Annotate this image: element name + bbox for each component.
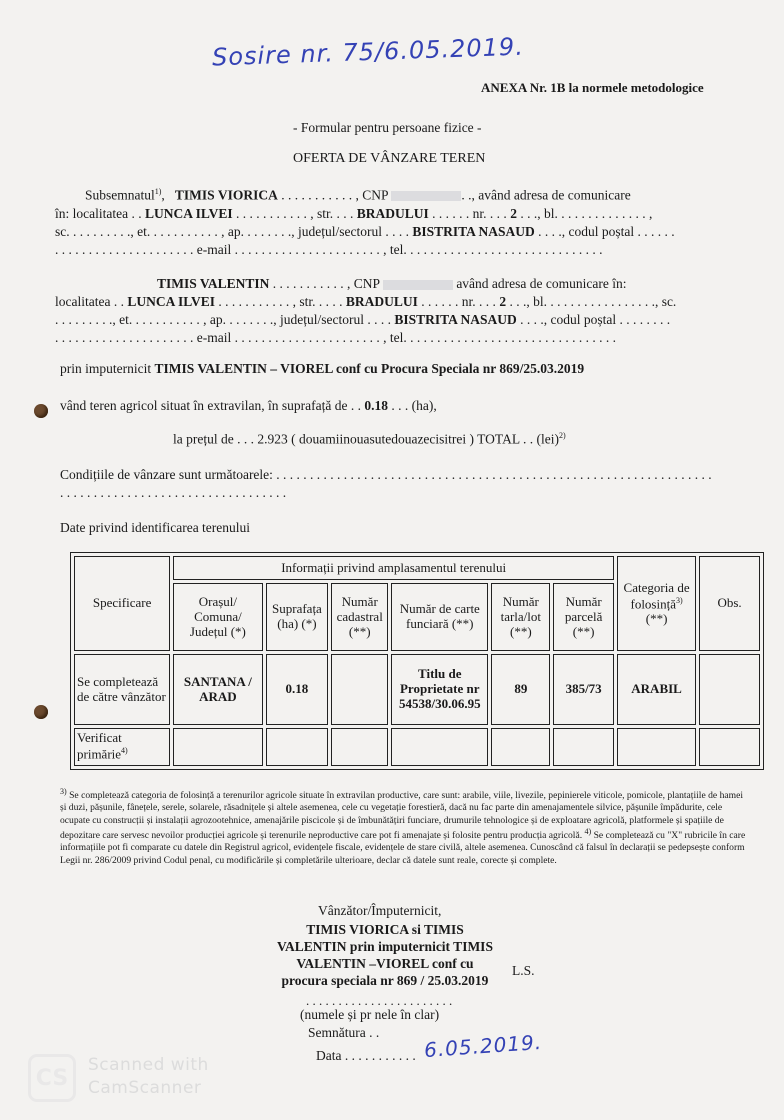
cell-obs [699, 654, 760, 724]
signature-line: Semnătura . . [308, 1025, 380, 1040]
col-cf: Număr de carte funciară (**) [391, 583, 488, 651]
camscanner-logo-icon: CS [28, 1054, 76, 1102]
person1-line4: . . . . . . . . . . . . . . . . . . . . . e-mail . . . . . . . . . . . . . . . . . . . . . . , tel. . . . . . . . . . . . . . . . . . . . . . . . . . . . . . [55, 242, 603, 257]
col-cadastral: Număr cadastral (**) [331, 583, 388, 651]
cell-parcela: 385/73 [553, 654, 614, 724]
cell-cf: Titlu de Proprietate nr 54538/30.06.95 [391, 654, 488, 724]
person2-line4: . . . . . . . . . . . . . . . . . . . . . e-mail . . . . . . . . . . . . . . . . . . . . . . , tel. . . . . . . . . . . . . . . . . . . . . . . . . . . . . . . . [55, 330, 616, 345]
cell-category: ARABIL [617, 654, 696, 724]
col-area: Suprafața (ha) (*) [266, 583, 329, 651]
category-header: Categoria de folosință$^{3)}$ (**) [617, 556, 696, 651]
date-line: Data . . . . . . . . . . . [316, 1048, 416, 1063]
signature-dots: . . . . . . . . . . . . . . . . . . . . . . . [306, 993, 453, 1008]
handwritten-date: 6.05.2019. [423, 1029, 543, 1063]
price-line: la prețul de . . . 2.923 ( douamiinouasutedouazecisitrei ) TOTAL . . (lei)$^{2)}$ [173, 431, 566, 447]
land-table [70, 552, 764, 770]
annex-label: ANEXA Nr. 1B la normele metodologice [481, 80, 704, 95]
camscanner-line1: Scanned with [88, 1055, 209, 1075]
land-heading: Date privind identificarea terenului [60, 520, 251, 535]
cell-tarla: 89 [491, 654, 550, 724]
sell-line: vând teren agricol situat în extravilan, în suprafață de . . 0.18 . . . (ha), [60, 398, 437, 413]
conditions-line1: Condițiile de vânzare sunt următoarele: . . . . . . . . . . . . . . . . . . . . . . . . . . . . . . . . . . . . . . . . . . . . . . . . . . . . . . . . . . . . . . . . . [60, 467, 712, 482]
redacted-cnp [383, 280, 453, 290]
cell-city: SANTANA / ARAD [173, 654, 262, 724]
row-verified-label: Verificat primărie$^{4)}$ [74, 728, 170, 766]
person1-line2: în: localitatea . . LUNCA ILVEI . . . . . . . . . . . , str. . . . BRADULUI . . . . . . nr. . . . 2 . . ., bl. . . . . . . . . . . . . . , [55, 206, 653, 221]
person1-line3: sc. . . . . . . . . ., et. . . . . . . . . . . , ap. . . . . . . ., județul/sectorul . . . . BISTRITA NASAUD . . . ., codul poștal . . . . . . [55, 224, 675, 239]
camscanner-line2: CamScanner [88, 1078, 202, 1098]
person2-line2: localitatea . . LUNCA ILVEI . . . . . . . . . . . , str. . . . . BRADULUI . . . . . . nr. . . . 2 . . ., bl. . . . . . . . . . . . . . . . ., sc. [55, 294, 677, 309]
col-tarla: Număr tarla/lot (**) [491, 583, 550, 651]
obs-header: Obs. [699, 556, 760, 651]
punch-hole [34, 705, 48, 719]
person2-line1: TIMIS VALENTIN . . . . . . . . . . . , CNP având adresa de comunicare în: [157, 276, 627, 291]
handwritten-registration: Sosire nr. 75/6.05.2019. [211, 32, 525, 72]
specificare-header: Specificare [74, 556, 170, 651]
proxy-line: prin imputernicit TIMIS VALENTIN – VIOREL conf cu Procura Speciala nr 869/25.03.2019 [60, 361, 585, 376]
signature-names: TIMIS VIORICA si TIMIS VALENTIN prin imputernicit TIMIS VALENTIN –VIOREL conf cu procura speciala nr 869 / 25.03.2019 [277, 922, 493, 988]
redacted-cnp [391, 191, 461, 201]
col-city: Orașul/ Comuna/ Județul (*) [173, 583, 262, 651]
cell-cadastral [331, 654, 388, 724]
seller1-name: TIMIS VIORICA [174, 187, 278, 203]
conditions-line2: . . . . . . . . . . . . . . . . . . . . . . . . . . . . . . . . . . [60, 485, 287, 500]
footnote-3: $^{3)}$ Se completează categoria de folosință a terenurilor agricole situate în extravilan productive, care sunt: arabile, viile, livezile, pepinierele viticole, pomicole, plantațiile de hamei și duzi, pășunile, fânețele, serele, solarele, răsadnițele și altele asemenea, cele cu vegetație forestieră, dacă nu fac parte din amenajamentele silvice, pășunile împădurite, cele ocupate cu construcții și instalații agrozootehnice, amenajările piscicole și de îmbunătățiri funciare, drumurile tehnologice și de exploatare agricolă, platformele și spațiile de depozitare care servesc nevoilor producției agricole și terenurile neproductive care pot fi amenajate și folosite pentru producția agricolă. $^{4)}$ Se completează cu "X" rubricile în care informațiile pot fi comparate cu datele din Registrul agricol, evidențele fiscale, evidențele de stare civilă, altele asemenea. Cunoscând că falsul în declarații se pedepsește conform Legii nr. 286/2009 privind Codul penal, cu modificările și completările ulterioare, declar că datele sunt reale, corecte și complete. [60, 787, 746, 866]
row-seller-label: Se completează de către vânzător [74, 654, 170, 724]
location-group-header: Informații privind amplasamentul terenului [173, 556, 614, 580]
form-subtitle: - Formular pentru persoane fizice - [293, 120, 482, 135]
person1-line1: Subsemnatul$^{1)}$, TIMIS VIORICA . . . . . . . . . . . , CNP . ., având adresa de comunicare [85, 187, 631, 203]
col-parcela: Număr parcelă (**) [553, 583, 614, 651]
names-in-clear: (numele și pr nele în clar) [300, 1007, 440, 1022]
signature-role: Vânzător/Împuternicit, [318, 903, 442, 918]
ls-label: L.S. [512, 963, 535, 978]
form-title: OFERTA DE VÂNZARE TEREN [293, 151, 486, 166]
punch-hole [34, 404, 48, 418]
person2-line3: . . . . . . . . ., et. . . . . . . . . . . , ap. . . . . . . ., județul/sectorul . . . . BISTRITA NASAUD . . . ., codul poștal . . . . . . . . [55, 312, 671, 327]
seller2-name: TIMIS VALENTIN [157, 276, 270, 291]
cell-area: 0.18 [266, 654, 329, 724]
